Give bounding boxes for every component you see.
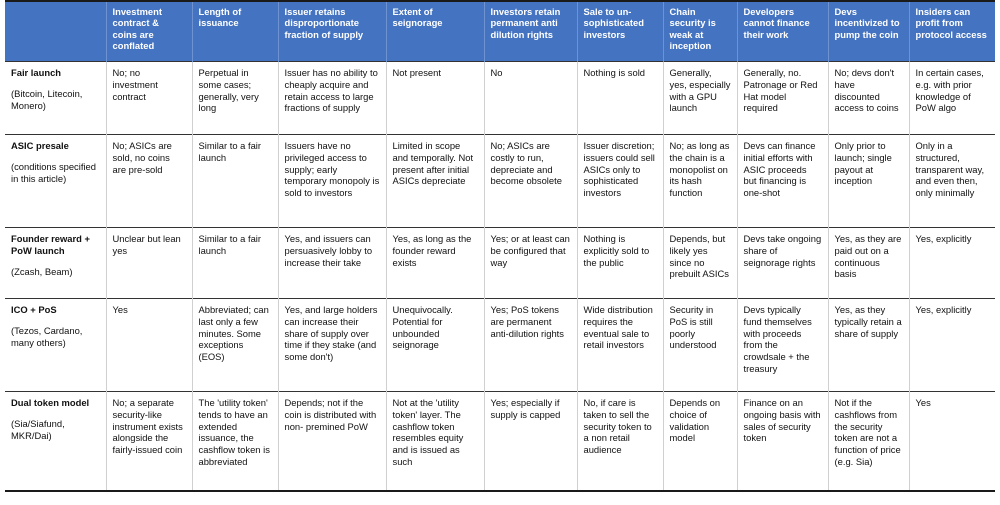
row-label-cell — [5, 392, 106, 492]
header-corner — [5, 2, 106, 62]
table-cell: Yes — [909, 392, 995, 492]
model-examples: (Tezos, Cardano, many others) — [11, 324, 83, 348]
table-cell: Yes, as long as the founder reward exists — [386, 228, 484, 299]
model-examples: (Bitcoin, Litecoin, Monero) — [11, 87, 83, 111]
model-name: Dual token model — [11, 397, 90, 408]
table-cell: Yes; especially if supply is capped — [484, 392, 577, 492]
table-cell: In certain cases, e.g. with prior knowledge of PoW algo — [909, 62, 995, 135]
table-cell: Nothing is sold — [577, 62, 663, 135]
header-issuer-supply: Issuer retains disproportionate fraction of supply — [278, 2, 386, 62]
table-cell: Not at the 'utility token' layer. The cashflow token resembles equity and is issued as such — [386, 392, 484, 492]
table-cell: Only prior to launch; single payout at inception — [828, 135, 909, 228]
table-cell: Depends, but likely yes since no prebuilt ASICs — [663, 228, 737, 299]
table-row — [5, 135, 995, 228]
table-cell: Issuers have no privileged access to supply; early temporary monopoly is sold to investors — [278, 135, 386, 228]
table-cell: Yes, and issuers can persuasively lobby to increase their take — [278, 228, 386, 299]
launch-model-comparison-table — [5, 2, 995, 492]
table-cell: Devs take ongoing share of seignorage rights — [737, 228, 828, 299]
table-cell: Yes, and large holders can increase their share of supply over time if they stake (and some don't) — [278, 299, 386, 392]
table-cell: No; no investment contract — [106, 62, 192, 135]
model-name: ASIC presale — [11, 140, 69, 151]
table-cell: Depends on choice of validation model — [663, 392, 737, 492]
table-cell: Nothing is explicitly sold to the public — [577, 228, 663, 299]
table-cell: The 'utility token' tends to have an extended issuance, the cashflow token is abbreviated — [192, 392, 278, 492]
table-cell: Generally, no. Patronage or Red Hat model required — [737, 62, 828, 135]
header-dev-financing: Developers cannot finance their work — [737, 2, 828, 62]
header-unsophisticated-sale: Sale to un-sophisticated investors — [577, 2, 663, 62]
table-cell: No; a separate security-like instrument exists alongside the fairly-issued coin — [106, 392, 192, 492]
table-cell: Yes, explicitly — [909, 228, 995, 299]
table-cell: Only in a structured, transparent way, and even then, only minimally — [909, 135, 995, 228]
table-row — [5, 299, 995, 392]
model-examples: (Zcash, Beam) — [11, 265, 73, 277]
table-cell: Yes — [106, 299, 192, 392]
table-row — [5, 228, 995, 299]
table-cell: Unequivocally. Potential for unbounded seignorage — [386, 299, 484, 392]
table-cell: No, if care is taken to sell the security token to a non retail audience — [577, 392, 663, 492]
table-cell: Devs typically fund themselves with proceeds from the crowdsale + the treasury — [737, 299, 828, 392]
table-cell: Finance on an ongoing basis with sales of security token — [737, 392, 828, 492]
row-label-cell — [5, 299, 106, 392]
header-anti-dilution: Investors retain permanent anti dilution rights — [484, 2, 577, 62]
row-label-cell — [5, 62, 106, 135]
table-cell: No; ASICs are sold, no coins are pre-sold — [106, 135, 192, 228]
table-cell: Devs can finance initial efforts with ASIC proceeds but financing is one-shot — [737, 135, 828, 228]
row-label-cell — [5, 135, 106, 228]
table-cell: Yes; or at least can be configured that way — [484, 228, 577, 299]
table-cell: Generally, yes, especially with a GPU launch — [663, 62, 737, 135]
header-investment-contract: Investment contract & coins are conflated — [106, 2, 192, 62]
table-cell: No; devs don't have discounted access to coins — [828, 62, 909, 135]
table-cell: Yes, as they typically retain a share of supply — [828, 299, 909, 392]
model-name: ICO + PoS — [11, 304, 57, 315]
table-cell: Perpetual in some cases; generally, very long — [192, 62, 278, 135]
table-cell: No — [484, 62, 577, 135]
header-chain-security: Chain security is weak at inception — [663, 2, 737, 62]
table-cell: No; as long as the chain is a monopolist on its hash function — [663, 135, 737, 228]
table-cell: Wide distribution requires the eventual sale to retail investors — [577, 299, 663, 392]
table-row — [5, 62, 995, 135]
model-name: Founder reward + PoW launch — [11, 233, 90, 256]
header-row — [5, 2, 995, 62]
table-cell: Yes, as they are paid out on a continuous basis — [828, 228, 909, 299]
table-cell: Not present — [386, 62, 484, 135]
header-length-of-issuance: Length of issuance — [192, 2, 278, 62]
table-cell: Abbreviated; can last only a few minutes. Some exceptions (EOS) — [192, 299, 278, 392]
table-cell: Yes; PoS tokens are permanent anti-dilution rights — [484, 299, 577, 392]
header-insider-profit: Insiders can profit from protocol access — [909, 2, 995, 62]
table-cell: Similar to a fair launch — [192, 228, 278, 299]
table-cell: Yes, explicitly — [909, 299, 995, 392]
model-name: Fair launch — [11, 67, 62, 78]
row-label-cell — [5, 228, 106, 299]
table-cell: Depends; not if the coin is distributed with non- premined PoW — [278, 392, 386, 492]
table-cell: Security in PoS is still poorly understood — [663, 299, 737, 392]
header-seignorage: Extent of seignorage — [386, 2, 484, 62]
model-examples: (conditions specified in this article) — [11, 160, 96, 184]
model-examples: (Sia/Siafund, MKR/Dai) — [11, 417, 65, 441]
table-cell: No; ASICs are costly to run, depreciate and become obsolete — [484, 135, 577, 228]
table-cell: Similar to a fair launch — [192, 135, 278, 228]
table-cell: Limited in scope and temporally. Not present after initial ASICs depreciate — [386, 135, 484, 228]
table-cell: Not if the cashflows from the security token are not a function of price (e.g. Sia) — [828, 392, 909, 492]
header-dev-incentive: Devs incentivized to pump the coin — [828, 2, 909, 62]
table-cell: Unclear but lean yes — [106, 228, 192, 299]
table-row — [5, 392, 995, 492]
table-cell: Issuer discretion; issuers could sell ASICs only to sophisticated investors — [577, 135, 663, 228]
table-cell: Issuer has no ability to cheaply acquire and retain access to large fractions of supply — [278, 62, 386, 135]
